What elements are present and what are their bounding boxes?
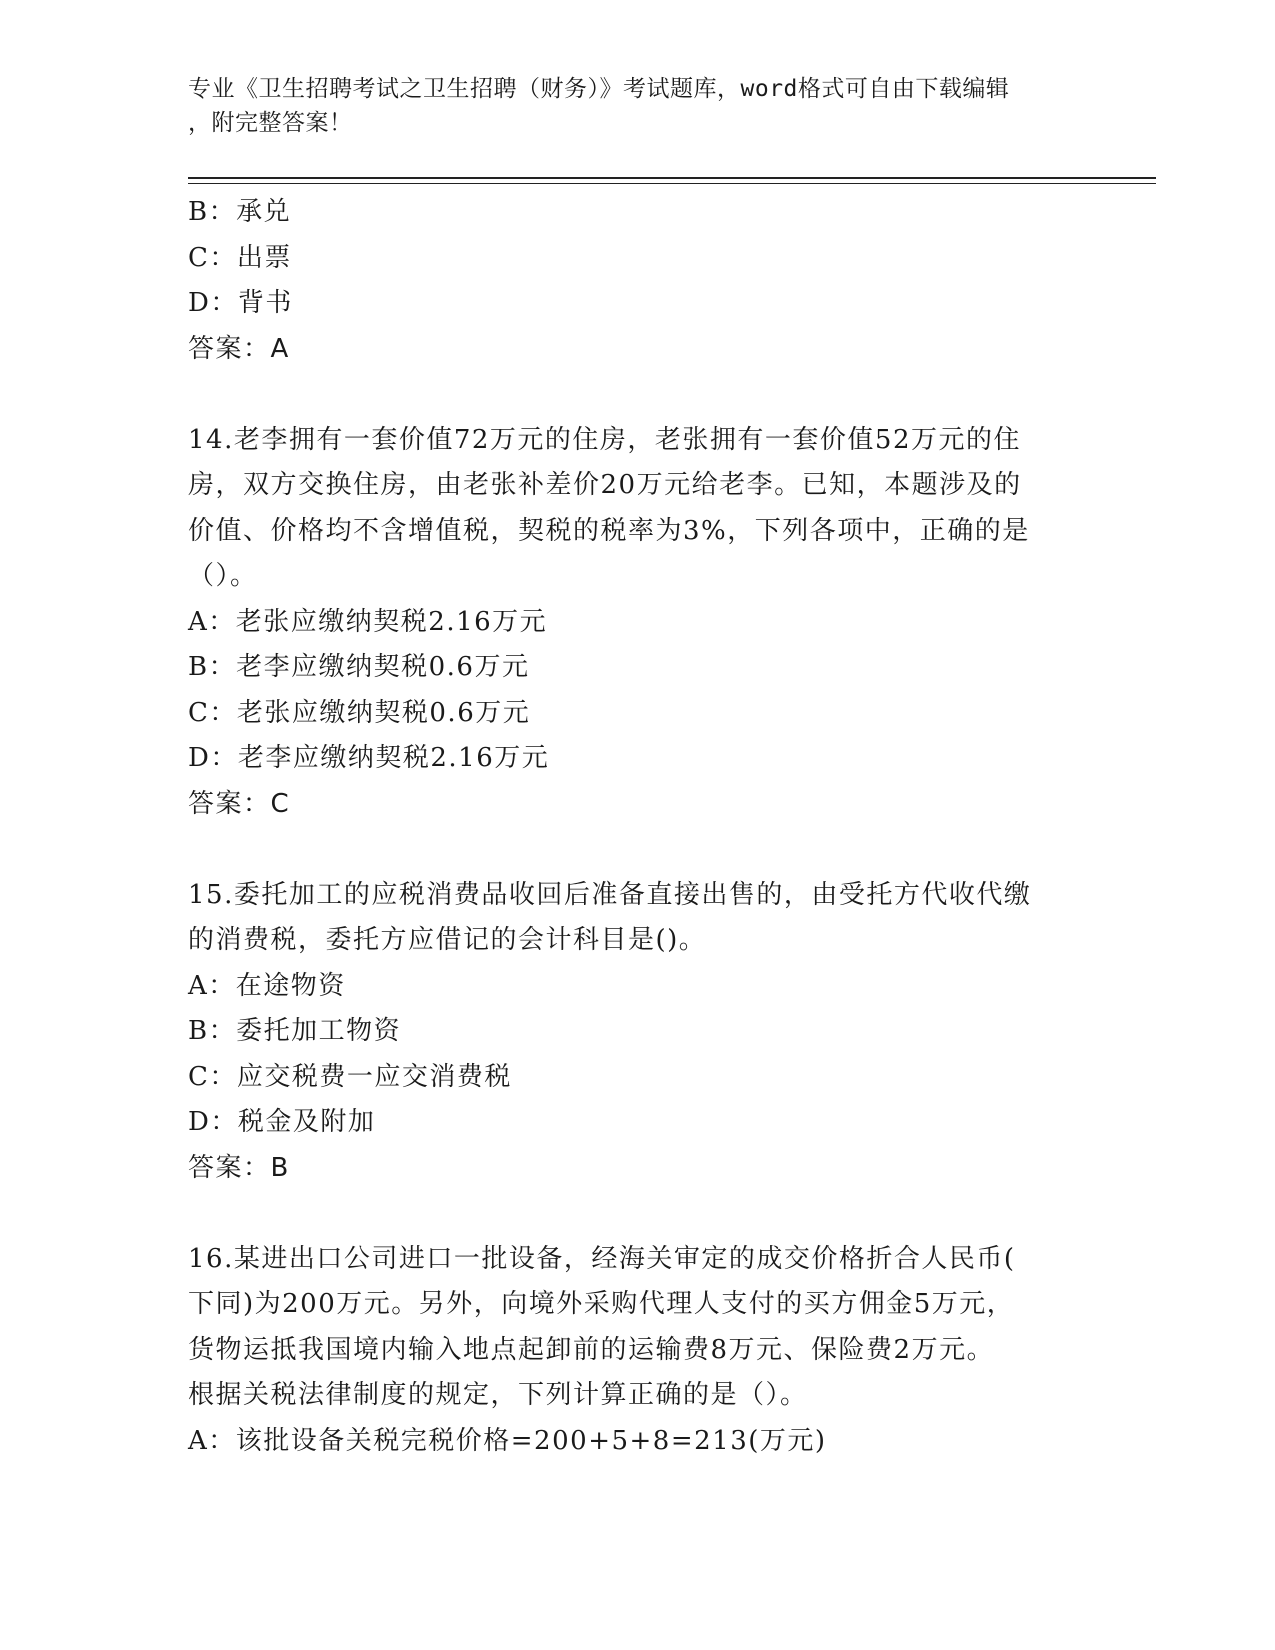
question-15 xyxy=(188,873,1088,1192)
question-stem-line: （）。 xyxy=(188,561,258,591)
header-divider-thin xyxy=(188,183,1156,184)
header-line-1: 专业《卫生招聘考试之卫生招聘（财务）》考试题库，word格式可自由下载编辑 xyxy=(188,76,1010,102)
question-stem-line: 房，双方交换住房，由老张补差价20万元给老李。已知，本题涉及的 xyxy=(188,470,1022,500)
option-d: D：税金及附加 xyxy=(188,1107,376,1137)
option-a: A：该批设备关税完税价格=200+5+8=213(万元) xyxy=(188,1425,827,1456)
answer: 答案：C xyxy=(188,788,291,819)
question-stem-line: 14.老李拥有一套价值72万元的住房，老张拥有一套价值52万元的住 xyxy=(188,424,1022,455)
header-line-2: ，附完整答案！ xyxy=(188,110,353,136)
answer: 答案：A xyxy=(188,333,290,364)
option-c: C：出票 xyxy=(188,242,292,273)
question-13 xyxy=(188,190,1088,372)
spacer xyxy=(188,827,1088,873)
option-d: D：背书 xyxy=(188,288,293,318)
spacer xyxy=(188,372,1088,418)
header-divider-thick xyxy=(188,177,1156,179)
question-stem-line: 下同)为200万元。另外，向境外采购代理人支付的买方佣金5万元， xyxy=(188,1289,1015,1319)
question-list xyxy=(188,190,1088,1464)
question-stem-line: 的消费税，委托方应借记的会计科目是()。 xyxy=(188,925,707,955)
option-b: B：承兑 xyxy=(188,197,292,227)
answer: 答案：B xyxy=(188,1152,290,1183)
option-a: A：老张应缴纳契税2.16万元 xyxy=(188,606,548,637)
option-a: A：在途物资 xyxy=(188,970,346,1001)
document-header xyxy=(188,72,1088,140)
option-b: B：老李应缴纳契税0.6万元 xyxy=(188,652,530,682)
question-stem-line: 价值、价格均不含增值税，契税的税率为3%，下列各项中，正确的是 xyxy=(188,515,1030,546)
question-16 xyxy=(188,1237,1088,1465)
question-14 xyxy=(188,418,1088,828)
option-d: D：老李应缴纳契税2.16万元 xyxy=(188,743,550,773)
spacer xyxy=(188,1191,1088,1237)
question-stem-line: 根据关税法律制度的规定，下列计算正确的是（）。 xyxy=(188,1380,808,1410)
question-stem-line: 15.委托加工的应税消费品收回后准备直接出售的，由受托方代收代缴 xyxy=(188,879,1032,910)
question-stem-line: 货物运抵我国境内输入地点起卸前的运输费8万元、保险费2万元。 xyxy=(188,1334,995,1365)
option-b: B：委托加工物资 xyxy=(188,1016,402,1046)
option-c: C：老张应缴纳契税0.6万元 xyxy=(188,697,531,728)
question-stem-line: 16.某进出口公司进口一批设备，经海关审定的成交价格折合人民币( xyxy=(188,1243,1016,1274)
option-c: C：应交税费一应交消费税 xyxy=(188,1061,512,1092)
